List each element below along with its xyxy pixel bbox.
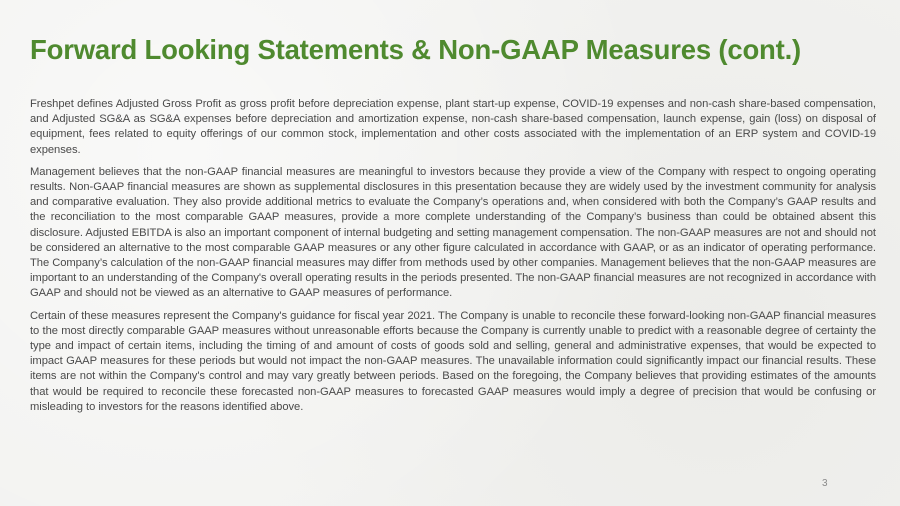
paragraph-management-beliefs: Management believes that the non-GAAP financial measures are meaningful to investors because they provide a view of the Company with respect to ongoing operating results. Non-GAAP financial measures are shown as supplemental disclosures in this presentation because they are widely used by the investment community for analysis and comparative evaluation. They also provide additional metrics to evaluate the Company’s operations and, when considered with both the Company’s GAAP results and the reconciliation to the most comparable GAAP measures, provide a more complete understanding of the Company’s business than could be obtained absent this disclosure. Adjusted EBITDA is also an important component of internal budgeting and setting management compensation. The non-GAAP measures are not and should not be considered an alternative to the most comparable GAAP measures or any other figure calculated in accordance with GAAP, or as an indicator of operating performance. The Company’s calculation of the non-GAAP financial measures may differ from methods used by other companies. Management believes that the non-GAAP measures are important to an understanding of the Company's overall operating results in the periods presented. The non-GAAP financial measures are not recognized in accordance with GAAP and should not be viewed as an alternative to GAAP measures of performance. <box>30 165 876 300</box>
page-number: 3 <box>822 478 828 489</box>
slide-body <box>30 97 876 422</box>
paragraph-guidance-reconciliation: Certain of these measures represent the Company's guidance for fiscal year 2021. The Company is unable to reconcile these forward-looking non-GAAP financial measures to the most directly comparable GAAP measures without unreasonable efforts because the Company is currently unable to predict with a reasonable degree of certainty the type and impact of certain items, including the timing of and amount of costs of goods sold and selling, general and administrative expenses, that would be expected to impact GAAP measures for these periods but would not impact the non-GAAP measures. The unavailable information could significantly impact our financial results. These items are not within the Company's control and may vary greatly between periods. Based on the foregoing, the Company believes that providing estimates of the amounts that would be required to reconcile these forecasted non-GAAP measures to forecasted GAAP measures would imply a degree of precision that would be confusing or misleading to investors for the reasons identified above. <box>30 309 876 413</box>
slide-title: Forward Looking Statements & Non-GAAP Measures (cont.) <box>30 34 802 65</box>
paragraph-adjusted-definitions: Freshpet defines Adjusted Gross Profit as gross profit before depreciation expense, plant start-up expense, COVID-19 expenses and non-cash share-based compensation, and Adjusted SG&A as SG&A expenses before depreciation and amortization expense, non-cash share-based compensation, launch expense, gain (loss) on disposal of equipment, fees related to equity offerings of our common stock, implementation and other costs associated with the implementation of an ERP system and COVID-19 expenses. <box>30 98 876 156</box>
